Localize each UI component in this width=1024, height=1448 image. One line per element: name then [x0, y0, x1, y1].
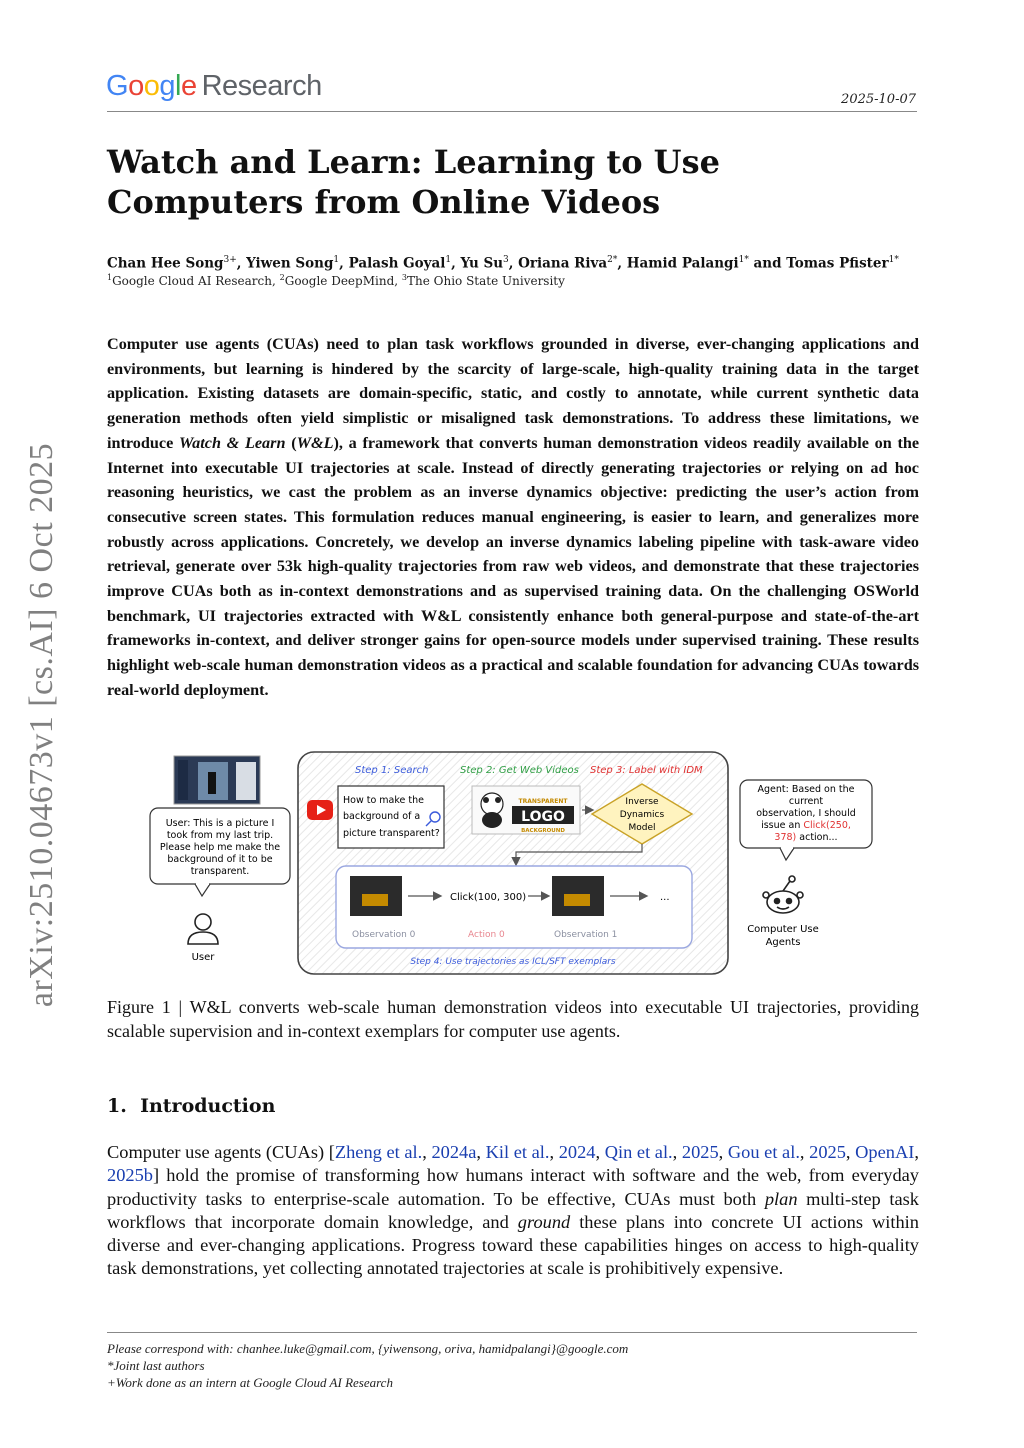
intro-text: , [799, 1142, 810, 1162]
affiliation-sup: 2 [279, 273, 285, 282]
ellipsis-text: ... [660, 892, 670, 903]
abstract [107, 332, 919, 703]
arxiv-stamp-text: arXiv:2510.04673v1 [cs.AI] 6 Oct 2025 [23, 442, 60, 1008]
idm-line: Inverse [625, 797, 659, 807]
author-sup: 1 [333, 255, 340, 265]
arxiv-stamp [22, 440, 62, 1010]
intro-paragraph [107, 1141, 919, 1281]
agent-issue-text: issue an [761, 820, 804, 831]
intro-text: these plans into concrete UI actions within diverse and ever-changing applications. Progress toward these capabilities hinges on access to high-quality task demonstrations, yet collecting annotated trajectories at scale is prohibitively expensive. [107, 1211, 919, 1279]
affiliation-name: The Ohio State University [406, 274, 565, 288]
user-screenshot [174, 756, 260, 804]
intro-emphasis: ground [517, 1211, 571, 1232]
idm-line: Model [628, 823, 656, 833]
affiliation-name: Google DeepMind [284, 274, 395, 288]
citation-link[interactable]: Gou et al. [727, 1142, 800, 1162]
author-sup: 1 [445, 255, 452, 265]
author-sup: 2* [607, 255, 618, 265]
user-person-icon [188, 914, 218, 944]
logo-letter: l [174, 70, 181, 102]
youtube-icon [307, 800, 333, 820]
affiliation-name: Google Cloud AI Research [112, 274, 272, 288]
agent-bubble-line-5 [774, 832, 837, 843]
intro-text: , [914, 1142, 919, 1162]
agent-bubble-line: Agent: Based on the [757, 784, 855, 795]
logo-suffix: Research [201, 70, 322, 102]
agent-click-text: Click(250, [803, 820, 851, 831]
abstract-framework-abbr: W&L [296, 433, 334, 452]
author-name: Yu Su [460, 255, 504, 272]
section-title: Introduction [140, 1095, 276, 1117]
logo-letter: G [106, 70, 129, 102]
agent-label: Agents [765, 937, 801, 948]
thumbnail-bottom-text: BACKGROUND [521, 828, 565, 834]
abstract-text: ), a framework that converts human demonstration videos readily available on the Internet into executable UI trajectories at scale. Instead of directly generating trajectories or relying on ad hoc reasoning heuristics, we cast the problem as an inverse dynamics objective: predicting the user’s action from consecutive screen states. This formulation reduces manual engineering, is easier to learn, and generalizes more robustly across applications. Concretely, we develop an inverse dynamics labeling pipeline with task-aware video retrieval, generate over 53k high-quality trajectories from raw web videos, and demonstrate that these trajectories improve CUAs both as in-context demonstrations and as supervised training data. On the challenging OSWorld benchmark, UI trajectories extracted with W&L consistently enhance both general-purpose and state-of-the-art frameworks in-context, and deliver stronger gains for open-source models under supervised training. These results highlight web-scale human demonstration videos as a practical and scalable foundation for advancing CUAs towards real-world deployment. [107, 433, 920, 699]
agent-bubble-line-4 [761, 820, 851, 831]
intro-text: , [549, 1142, 559, 1162]
user-bubble-line: transparent. [190, 866, 250, 877]
figure-1 [140, 748, 880, 983]
intro-text: , [422, 1142, 432, 1162]
intro-text: Computer use agents (CUAs) [ [107, 1142, 335, 1162]
citation-link[interactable]: Qin et al. [604, 1142, 673, 1162]
abstract-text: Computer use agents (CUAs) need to plan task workflows grounded in diverse, ever-changing applications and environments, but learning is hindered by the scarcity of large-scale, high-quality training data in the target application. Existing datasets are domain-specific, static, and costly to annotate, while current synthetic data generation methods often yield simplistic or misaligned task demonstrations. To address these limitations, we introduce [107, 335, 919, 452]
author-name: Chan Hee Song [107, 255, 224, 272]
abstract-text: ( [285, 433, 297, 452]
author-list [107, 250, 927, 274]
intro-text: , [595, 1142, 605, 1162]
step2-label: Step 2: Get Web Videos [460, 765, 579, 776]
affiliation-sup: 1 [107, 273, 113, 282]
step3-label: Step 3: Label with IDM [590, 765, 703, 776]
video-thumbnail [472, 786, 580, 834]
agent-speech-bubble [740, 780, 872, 860]
intro-emphasis: plan [764, 1188, 798, 1209]
intro-text: , [845, 1142, 856, 1162]
footnote-intern: +Work done as an intern at Google Cloud AI Research [107, 1375, 393, 1390]
intro-text: multi-step task workflows that incorporate domain knowledge, and [107, 1188, 919, 1232]
observation-1-label: Observation 1 [554, 930, 618, 940]
agent-action-text: action... [796, 832, 838, 843]
agent-bubble-line: observation, I should [756, 808, 856, 819]
observation-0-label: Observation 0 [352, 930, 416, 940]
paper-title: Watch and Learn: Learning to Use Computers from Online Videos [107, 143, 720, 221]
citation-link[interactable]: 2024 [558, 1142, 596, 1162]
logo-letter: o [128, 70, 144, 102]
author-sup: 3+ [223, 255, 237, 265]
affiliation-sup: 3 [401, 273, 407, 282]
author-name: Tomas Pfister [786, 255, 889, 272]
citation-link[interactable]: Zheng et al. [334, 1142, 423, 1162]
author-and: and [748, 255, 787, 272]
logo-letter: g [159, 70, 175, 102]
author-separator: , [508, 255, 519, 272]
author-sup: 1* [738, 255, 749, 265]
author-sup: 3 [503, 255, 509, 265]
logo-letter: e [180, 70, 197, 102]
author-name: Oriana Riva [518, 255, 608, 272]
idm-line: Dynamics [619, 810, 665, 820]
observation-1-screenshot [552, 876, 604, 916]
intro-text: , [718, 1142, 728, 1162]
query-line: How to make the [343, 795, 424, 806]
thumbnail-logo-text: LOGO [521, 809, 565, 825]
action-0-label: Action 0 [468, 930, 505, 940]
google-research-logo [106, 70, 322, 103]
robot-icon [763, 876, 803, 913]
citation-link[interactable]: 2024a [431, 1142, 477, 1162]
figure-1-diagram [140, 748, 880, 983]
step1-label: Step 1: Search [355, 765, 429, 776]
thumbnail-top-text: TRANSPARENT [518, 798, 568, 805]
agent-label: Computer Use [747, 924, 819, 935]
section-number: 1. [107, 1095, 127, 1117]
author-separator: , [617, 255, 627, 272]
author-name: Yiwen Song [246, 255, 334, 272]
citation-link[interactable]: 2025b [107, 1165, 153, 1186]
query-line: background of a [343, 811, 421, 822]
logo-letter: o [143, 70, 160, 102]
observation-0-screenshot [350, 876, 402, 916]
citation-link[interactable]: Kil et al. [485, 1142, 550, 1162]
section-heading [107, 1095, 275, 1117]
footnote-correspondence: Please correspond with: chanhee.luke@gmail.com, {yiwensong, oriva, hamidpalangi}@google.com [107, 1341, 629, 1356]
user-bubble-line: background of it to be [167, 854, 273, 865]
intro-text: ] hold the promise of transforming how humans interact with software and the web, from everyday productivity tasks to enterprise-scale automation. To be effective, CUAs must both [107, 1165, 919, 1209]
user-bubble-line: User: This is a picture I [165, 818, 275, 829]
figure-caption: Figure 1 | W&L converts web-scale human demonstration videos into executable UI trajectories, providing scalable supervision and in-context exemplars for computer use agents. [107, 997, 919, 1041]
click-action-text: Click(100, 300) [450, 892, 527, 903]
footnote-joint-authors: *Joint last authors [107, 1358, 205, 1373]
author-sup: 1* [888, 255, 899, 265]
author-name: Hamid Palangi [626, 255, 739, 272]
header-divider [107, 111, 917, 112]
publication-date: 2025-10-07 [841, 92, 916, 107]
agent-click-text: 378) [774, 832, 797, 843]
user-label: User [191, 952, 215, 963]
affiliation-list: $^1$Google Cloud AI Research, $^2$Google DeepMind, $^3$The Ohio State University [107, 273, 565, 288]
agent-bubble-line: current [788, 796, 824, 807]
abstract-framework-name: Watch & Learn [178, 433, 286, 452]
citation-link[interactable]: 2025 [681, 1142, 719, 1162]
user-bubble-line: took from my last trip. [166, 830, 274, 841]
step4-label: Step 4: Use trajectories as ICL/SFT exemplars [410, 957, 616, 967]
intro-text: , [672, 1142, 682, 1162]
citation-link[interactable]: 2025 [809, 1142, 846, 1162]
author-separator: , [451, 255, 461, 272]
user-speech-bubble [150, 808, 290, 896]
footnote-divider [107, 1332, 917, 1333]
author-separator: , [339, 255, 349, 272]
query-line: picture transparent? [343, 828, 440, 839]
author-separator: , [236, 255, 247, 272]
intro-text: , [476, 1142, 486, 1162]
author-name: Palash Goyal [348, 255, 446, 272]
citation-link[interactable]: OpenAI [855, 1142, 915, 1162]
user-bubble-line: Please help me make the [159, 842, 281, 853]
